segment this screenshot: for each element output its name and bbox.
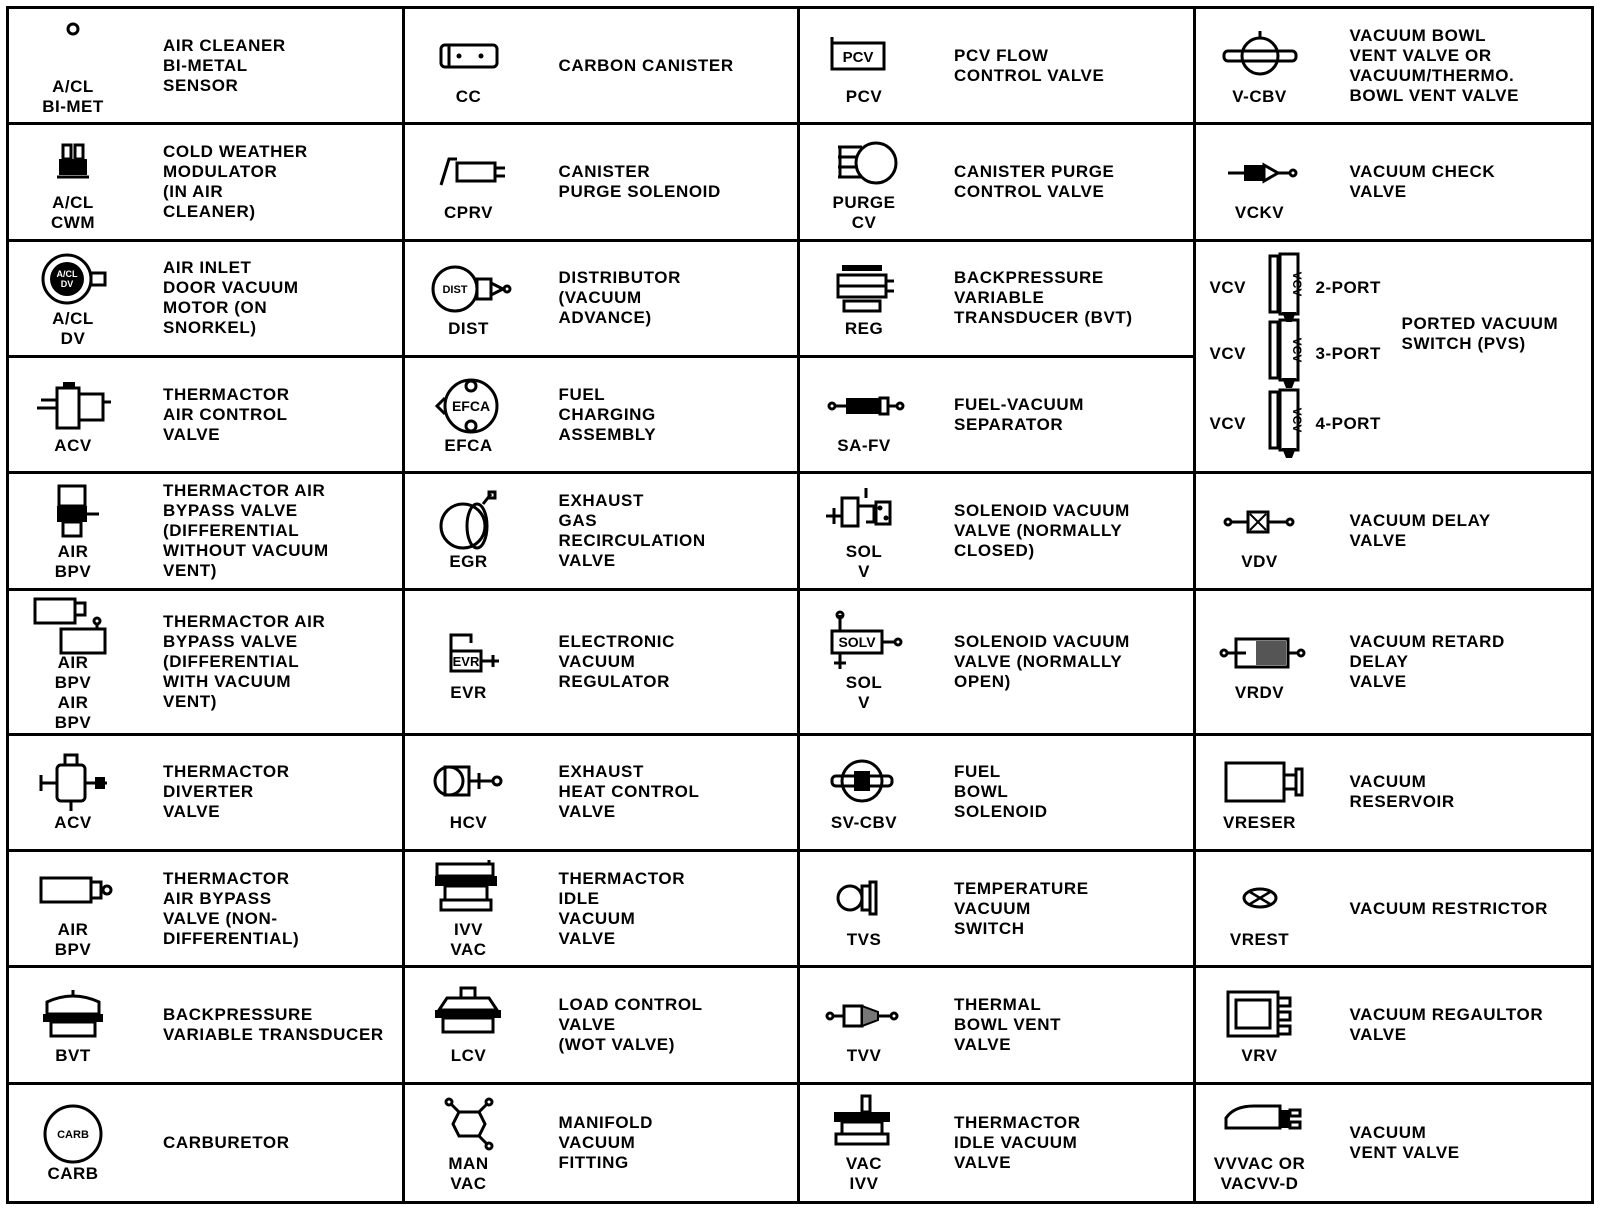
symbol-description: ELECTRONIC VACUUM REGULATOR: [558, 631, 675, 691]
evr-icon: [423, 621, 515, 683]
symbol-cell: [800, 9, 1196, 125]
svg-text:VCV: VCV: [1289, 337, 1304, 362]
symbol-block: [9, 1085, 137, 1201]
symbol-abbreviation: A/CL CWM: [51, 192, 95, 232]
symbol-block: [800, 358, 928, 471]
pvs-switch-icon: [1262, 252, 1306, 324]
symbol-description: BACKPRESSURE VARIABLE TRANSDUCER (BVT): [954, 268, 1133, 328]
symbol-cell: [800, 474, 1196, 590]
symbol-abbreviation: EGR: [449, 551, 488, 571]
non-diff-bypass-icon: [27, 858, 119, 920]
symbol-cell: [9, 968, 405, 1084]
symbol-cell: [9, 474, 405, 590]
symbol-block: [800, 736, 928, 849]
symbol-description: SOLENOID VACUUM VALVE (NORMALLY OPEN): [954, 631, 1130, 691]
pvs-switch-icon: [1262, 318, 1306, 390]
symbol-description: THERMACTOR IDLE VACUUM VALVE: [954, 1112, 1081, 1172]
symbol-block: [405, 736, 533, 849]
door-vacuum-motor-icon: [27, 247, 119, 309]
pvs-port-row: [1210, 318, 1381, 390]
symbol-block: [405, 125, 533, 238]
diverter-valve-icon: [27, 751, 119, 813]
symbol-cell: [9, 9, 405, 125]
symbol-abbreviation: VRV: [1241, 1045, 1278, 1065]
port-label: 2-PORT: [1315, 277, 1381, 297]
symbol-block: [1196, 591, 1324, 733]
svg-text:EFCA: EFCA: [451, 397, 490, 414]
symbol-abbreviation: EFCA: [444, 435, 493, 455]
regulator-icon: [818, 257, 910, 319]
symbol-cell: [405, 9, 801, 125]
bvt-icon: [27, 984, 119, 1046]
svg-text:VCV: VCV: [1289, 407, 1304, 432]
symbol-abbreviation: LCV: [450, 1045, 487, 1065]
symbol-abbreviation: VDV: [1241, 551, 1278, 571]
small-ring-icon: [27, 15, 119, 77]
symbol-description: THERMACTOR IDLE VACUUM VALVE: [558, 868, 686, 948]
symbol-cell: [9, 125, 405, 241]
symbol-cell: [9, 242, 405, 358]
symbol-description: FUEL BOWL SOLENOID: [954, 762, 1048, 822]
purge-control-valve-icon: [818, 131, 910, 193]
symbol-cell: [405, 591, 801, 736]
symbol-description: THERMACTOR AIR BYPASS VALVE (DIFFERENTIAL WITH VACUUM VENT): [163, 611, 326, 711]
symbol-block: [1196, 852, 1324, 965]
symbol-description: VACUUM CHECK VALVE: [1349, 161, 1496, 201]
symbol-description: CANISTER PURGE SOLENOID: [558, 161, 721, 201]
egr-valve-icon: [423, 490, 515, 552]
symbol-block: [405, 852, 533, 965]
symbol-block: [405, 9, 533, 122]
symbol-description: THERMACTOR DIVERTER VALVE: [163, 762, 290, 822]
symbol-cell: [800, 1085, 1196, 1201]
bypass-vent-valve-icon: [27, 591, 119, 653]
fuel-bowl-solenoid-icon: [818, 751, 910, 813]
symbol-abbreviation: AIR BPV: [54, 919, 92, 959]
symbol-block: [800, 968, 928, 1081]
symbol-abbreviation: TVS: [846, 929, 882, 949]
symbol-cell: [9, 591, 405, 736]
symbol-block: [800, 852, 928, 965]
symbol-description: EXHAUST GAS RECIRCULATION VALVE: [558, 490, 706, 570]
symbol-cell: [1196, 9, 1592, 125]
symbol-description: SOLENOID VACUUM VALVE (NORMALLY CLOSED): [954, 500, 1130, 560]
symbol-cell: [1196, 852, 1592, 968]
symbol-block: [9, 968, 137, 1081]
svg-text:EVR: EVR: [452, 653, 479, 669]
symbol-abbreviation: V-CBV: [1232, 86, 1287, 106]
symbol-abbreviation: PCV: [845, 86, 883, 106]
symbol-cell: [9, 358, 405, 474]
symbol-description: CANISTER PURGE CONTROL VALVE: [954, 161, 1115, 201]
symbol-block: [405, 358, 533, 471]
symbol-abbreviation: AIR BPV: [54, 541, 92, 581]
symbol-block: [405, 968, 533, 1081]
idle-vacuum-valve-icon: [423, 858, 515, 920]
svg-text:CARB: CARB: [57, 1128, 89, 1141]
symbol-cell: [405, 736, 801, 852]
manifold-fitting-icon: [423, 1092, 515, 1154]
cold-weather-modulator-icon: [27, 131, 119, 193]
symbol-cell: [9, 1085, 405, 1201]
svg-text:DV: DV: [60, 279, 74, 290]
symbol-cell: [800, 736, 1196, 852]
symbol-abbreviation: DIST: [448, 319, 489, 339]
symbol-abbreviation: VRESER: [1223, 813, 1296, 833]
symbol-abbreviation: VAC IVV: [845, 1153, 883, 1193]
symbol-block: [1196, 474, 1324, 587]
symbol-block: [405, 474, 533, 587]
pvs-port-row: [1210, 252, 1381, 324]
svg-text:PCV: PCV: [842, 48, 874, 66]
check-valve-icon: [1214, 141, 1306, 203]
svg-text:A/CL: A/CL: [56, 269, 78, 280]
symbol-cell: [800, 358, 1196, 474]
pcv-valve-icon: [818, 25, 910, 87]
symbol-abbreviation: HCV: [449, 813, 488, 833]
symbol-description: VACUUM RETARD DELAY VALVE: [1349, 631, 1505, 691]
symbol-abbreviation: VREST: [1229, 929, 1290, 949]
symbol-block: [405, 242, 533, 355]
port-label: 3-PORT: [1315, 343, 1381, 363]
symbol-description: FUEL-VACUUM SEPARATOR: [954, 394, 1084, 434]
symbol-cell: [1196, 968, 1592, 1084]
port-label: 4-PORT: [1315, 413, 1381, 433]
carburetor-icon: [27, 1102, 119, 1164]
symbol-block: [9, 242, 137, 355]
carbon-canister-icon: [423, 25, 515, 87]
symbol-cell: [800, 125, 1196, 241]
symbol-block: [1196, 9, 1324, 122]
symbol-abbreviation: VCKV: [1234, 202, 1285, 222]
symbol-abbreviation: VVVAC OR VACVV-D: [1213, 1153, 1306, 1193]
symbol-description: AIR CLEANER BI-METAL SENSOR: [163, 35, 286, 95]
symbol-block: [800, 9, 928, 122]
purge-solenoid-icon: [423, 141, 515, 203]
symbol-description: THERMAL BOWL VENT VALVE: [954, 994, 1062, 1054]
delay-valve-icon: [1214, 490, 1306, 552]
symbol-abbreviation: CC: [455, 86, 482, 106]
thermal-bowl-vent-icon: [818, 984, 910, 1046]
symbol-cell: [800, 591, 1196, 736]
pvs-port-row: [1210, 388, 1381, 460]
symbol-description: THERMACTOR AIR BYPASS VALVE (DIFFERENTIAL WITHOUT VACUUM VENT): [163, 480, 329, 580]
symbol-abbreviation: A/CL BI-MET: [42, 76, 104, 116]
symbol-description: TEMPERATURE VACUUM SWITCH: [954, 878, 1089, 938]
symbol-block: [9, 474, 137, 587]
symbol-description: LOAD CONTROL VALVE (WOT VALVE): [558, 994, 703, 1054]
symbol-cell: [800, 852, 1196, 968]
restrictor-icon: [1214, 868, 1306, 930]
heat-control-valve-icon: [423, 751, 515, 813]
vacuum-regulator-valve-icon: [1214, 984, 1306, 1046]
symbol-block: [800, 1085, 928, 1201]
symbol-abbreviation: SOL V: [845, 541, 883, 581]
load-control-valve-icon: [423, 984, 515, 1046]
symbol-description: DISTRIBUTOR (VACUUM ADVANCE): [558, 268, 681, 328]
symbol-description: PCV FLOW CONTROL VALVE: [954, 45, 1105, 85]
vent-valve-icon: [1214, 1092, 1306, 1154]
symbol-abbreviation: EVR: [450, 682, 487, 702]
symbol-block: [9, 591, 137, 733]
symbol-abbreviation: PURGE CV: [832, 192, 896, 232]
symbol-abbreviation: AIR BPV AIR BPV: [54, 652, 92, 732]
symbol-block: [800, 591, 928, 733]
symbol-abbreviation: ACV: [54, 813, 92, 833]
symbol-cell: [1196, 474, 1592, 590]
symbol-description: THERMACTOR AIR CONTROL VALVE: [163, 384, 290, 444]
solenoid-closed-icon: [818, 480, 910, 542]
symbol-block: [405, 1085, 533, 1201]
symbol-cell: [405, 242, 801, 358]
symbol-description: VACUUM REGAULTOR VALVE: [1349, 1004, 1544, 1044]
symbol-abbreviation: IVV VAC: [450, 919, 487, 959]
symbol-block: [9, 125, 137, 238]
symbol-abbreviation: TVV: [846, 1045, 882, 1065]
symbol-description: COLD WEATHER MODULATOR (IN AIR CLEANER): [163, 141, 308, 221]
symbol-cell: [405, 1085, 801, 1201]
fuel-charging-icon: [423, 374, 515, 436]
fuel-vacuum-separator-icon: [818, 374, 910, 436]
symbol-description: VACUUM VENT VALVE: [1349, 1122, 1460, 1162]
symbol-block: [1196, 125, 1324, 238]
symbol-description: MANIFOLD VACUUM FITTING: [558, 1112, 654, 1172]
vacuum-reservoir-icon: [1214, 751, 1306, 813]
symbol-cell: [405, 852, 801, 968]
symbol-abbreviation: SV-CBV: [830, 813, 898, 833]
air-control-valve-icon: [27, 374, 119, 436]
symbol-description: CARBON CANISTER: [558, 55, 734, 75]
symbol-cell: [800, 242, 1196, 358]
symbol-block: [9, 9, 137, 122]
symbol-description: VACUUM DELAY VALVE: [1349, 510, 1491, 550]
svg-text:VCV: VCV: [1289, 271, 1304, 296]
svg-text:DIST: DIST: [441, 284, 468, 297]
symbol-description: THERMACTOR AIR BYPASS VALVE (NON- DIFFERENTIAL): [163, 868, 300, 948]
symbol-abbreviation: MAN VAC: [448, 1153, 489, 1193]
svg-text:SOLV: SOLV: [838, 633, 876, 650]
symbol-abbreviation: CARB: [47, 1163, 99, 1183]
temp-vacuum-switch-icon: [818, 868, 910, 930]
distributor-icon: [423, 257, 515, 319]
symbol-description: VACUUM RESERVOIR: [1349, 772, 1455, 812]
symbol-cell: [9, 852, 405, 968]
symbol-cell: [1196, 1085, 1592, 1201]
symbol-cell: [800, 968, 1196, 1084]
symbol-block: [800, 474, 928, 587]
symbol-block: [405, 591, 533, 733]
symbol-abbreviation: VRDV: [1234, 682, 1285, 702]
solenoid-open-icon: [818, 611, 910, 673]
vcv-label: VCV: [1209, 413, 1246, 433]
symbol-description: VACUUM BOWL VENT VALVE OR VACUUM/THERMO. BOWL VENT VALVE: [1349, 25, 1520, 105]
pvs-description: PORTED VACUUM SWITCH (PVS): [1401, 313, 1559, 353]
symbol-block: [1196, 736, 1324, 849]
symbol-block: [9, 852, 137, 965]
symbol-abbreviation: REG: [844, 319, 884, 339]
symbol-cell: [1196, 125, 1592, 241]
symbol-block: [1196, 1085, 1324, 1201]
symbol-description: CARBURETOR: [163, 1132, 290, 1152]
symbol-cell: [1196, 736, 1592, 852]
symbol-description: AIR INLET DOOR VACUUM MOTOR (ON SNORKEL): [163, 258, 299, 338]
symbol-legend-grid: [6, 6, 1594, 1204]
symbol-description: VACUUM RESTRICTOR: [1349, 898, 1548, 918]
symbol-abbreviation: SA-FV: [837, 435, 891, 455]
idle-vacuum-valve-2-icon: [818, 1092, 910, 1154]
symbol-cell: [405, 474, 801, 590]
symbol-description: BACKPRESSURE VARIABLE TRANSDUCER: [163, 1004, 384, 1044]
symbol-cell: [405, 125, 801, 241]
symbol-abbreviation: A/CL DV: [52, 309, 94, 349]
symbol-block: [9, 358, 137, 471]
symbol-abbreviation: CPRV: [444, 202, 493, 222]
symbol-abbreviation: SOL V: [845, 672, 883, 712]
symbol-cell: [9, 736, 405, 852]
symbol-cell: [405, 358, 801, 474]
symbol-abbreviation: BVT: [55, 1045, 91, 1065]
symbol-block: [800, 242, 928, 355]
pvs-cell: [1196, 242, 1592, 475]
vcv-label: VCV: [1209, 343, 1246, 363]
pvs-switch-icon: [1262, 388, 1306, 460]
symbol-description: FUEL CHARGING ASSEMBLY: [558, 384, 657, 444]
symbol-cell: [1196, 591, 1592, 736]
symbol-block: [800, 125, 928, 238]
retard-delay-valve-icon: [1214, 621, 1306, 683]
bypass-valve-icon: [27, 480, 119, 542]
vcv-label: VCV: [1209, 277, 1246, 297]
bowl-vent-valve-icon: [1214, 25, 1306, 87]
symbol-block: [9, 736, 137, 849]
symbol-description: EXHAUST HEAT CONTROL VALVE: [558, 762, 700, 822]
symbol-cell: [405, 968, 801, 1084]
symbol-abbreviation: ACV: [54, 435, 92, 455]
symbol-block: [1196, 968, 1324, 1081]
